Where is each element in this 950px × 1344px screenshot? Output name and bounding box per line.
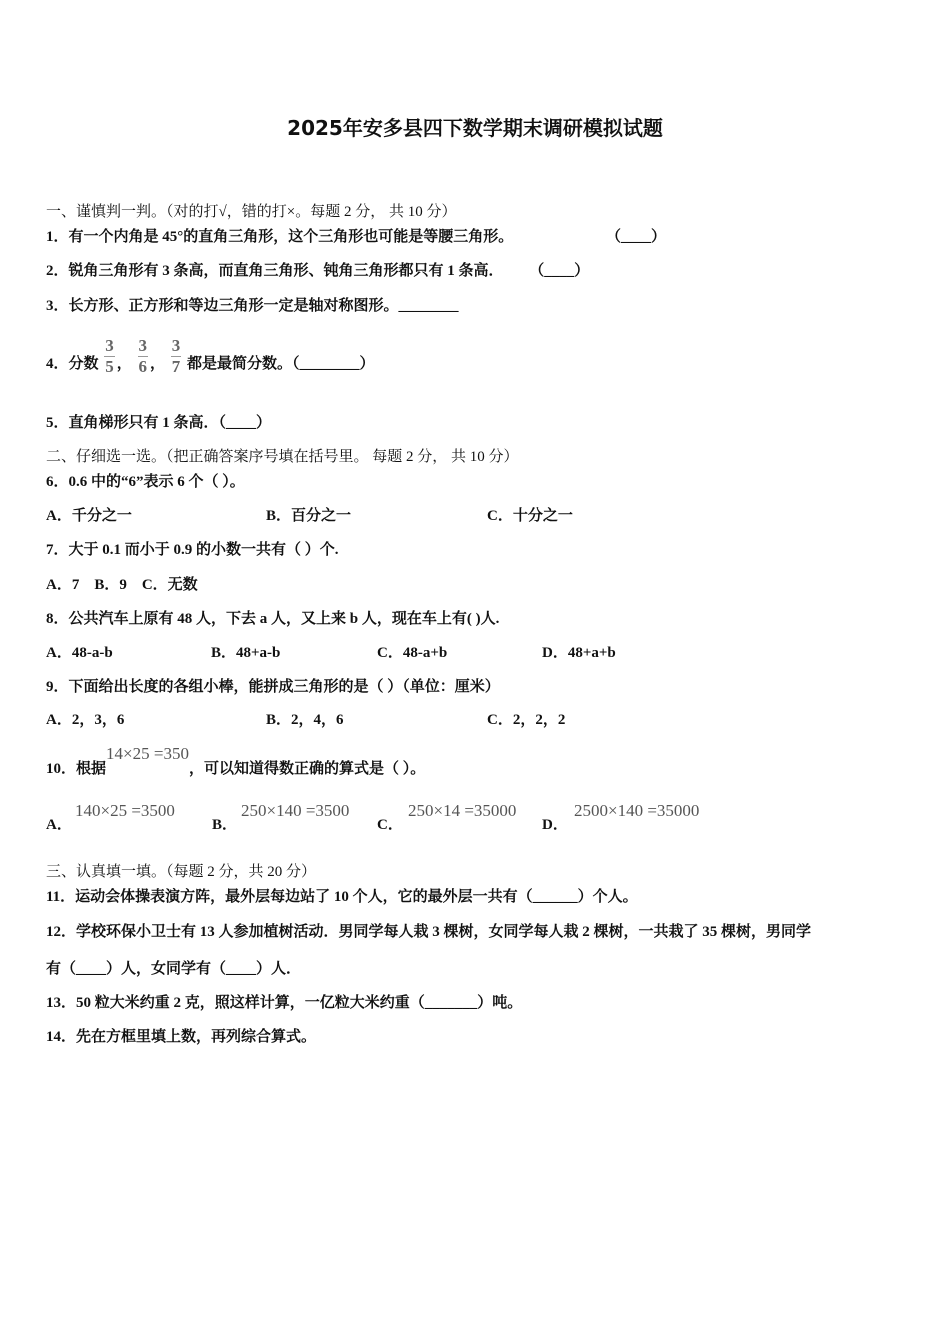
- option-c-label[interactable]: C．: [377, 817, 403, 833]
- question-6: 6．0.6 中的“6”表示 6 个（ ）。: [46, 474, 245, 490]
- section1-heading: 一、谨慎判一判。（对的打√，错的打×。每题 2 分， 共 10 分）: [46, 204, 457, 220]
- option-c-formula: 250×14 =35000: [408, 801, 517, 820]
- question-11: 11．运动会体操表演方阵，最外层每边站了 10 个人，它的最外层一共有（______）个人。: [46, 889, 638, 905]
- fraction-1: $\frac{3}{5}$: [105, 336, 114, 377]
- question-3: 3．长方形、正方形和等边三角形一定是轴对称图形。________: [46, 298, 459, 314]
- question-2-text: 2．锐角三角形有 3 条高，而直角三角形、钝角三角形都只有 1 条高．: [46, 263, 504, 279]
- question-8: 8．公共汽车上原有 48 人，下去 a 人，又上来 b 人，现在车上有( )人.: [46, 611, 500, 627]
- option-c[interactable]: C．2，2，2: [487, 712, 566, 728]
- page-title: 2025年安多县四下数学期末调研模拟试题: [287, 116, 663, 140]
- fraction-2: $\frac{3}{6}$: [138, 336, 148, 377]
- question-10: [46, 745, 425, 781]
- question-10-prefix: 10．根据: [46, 761, 107, 777]
- question-12-line1: 12．学校环保小卫士有 13 人参加植树活动．男同学每人栽 3 棵树，女同学每人栽 2 棵树，一共栽了 35 棵树，男同学: [46, 924, 812, 940]
- option-a[interactable]: A．48-a-b: [46, 645, 113, 661]
- option-a-formula: 140×25 =3500: [75, 801, 175, 820]
- question-1: [46, 228, 667, 246]
- option-a-label[interactable]: A．: [46, 817, 72, 833]
- question-12-line2: 有（____）人，女同学有（____）人．: [46, 961, 302, 977]
- question-4-prefix: 4．分数: [46, 356, 99, 372]
- option-c[interactable]: C．十分之一: [487, 508, 573, 524]
- question-7: 7．大于 0.1 而小于 0.9 的小数一共有（ ）个.: [46, 542, 339, 558]
- question-9: 9．下面给出长度的各组小棒，能拼成三角形的是（ ）（单位：厘米）: [46, 679, 500, 695]
- question-7-options[interactable]: A．7 B．9 C．无数: [46, 577, 198, 593]
- question-2-blank[interactable]: （____）: [529, 263, 590, 279]
- question-10-options: [46, 802, 906, 838]
- option-b[interactable]: B．48+a-b: [211, 645, 281, 661]
- question-13: 13．50 粒大米约重 2 克，照这样计算，一亿粒大米约重（_______）吨。: [46, 995, 523, 1011]
- option-d-formula: 2500×140 =35000: [574, 801, 700, 820]
- question-2: [46, 262, 589, 280]
- question-14: 14．先在方框里填上数，再列综合算式。: [46, 1029, 317, 1045]
- section3-heading: 三、认真填一填。（每题 2 分，共 20 分）: [46, 864, 317, 880]
- fraction-3: $\frac{3}{7}$: [171, 336, 181, 377]
- option-d[interactable]: D．48+a+b: [542, 645, 616, 661]
- question-1-text: 1．有一个内角是 45°的直角三角形，这个三角形也可能是等腰三角形。: [46, 229, 514, 245]
- question-10-suffix: ，可以知道得数正确的算式是（ ）。: [188, 761, 426, 777]
- option-c[interactable]: C．48-a+b: [377, 645, 448, 661]
- option-b[interactable]: B．百分之一: [266, 508, 352, 524]
- option-b[interactable]: B．2，4，6: [266, 712, 344, 728]
- option-a[interactable]: A．2，3，6: [46, 712, 125, 728]
- question-10-formula: 14×25 =350: [106, 744, 189, 763]
- question-5: 5．直角梯形只有 1 条高．（____）: [46, 415, 272, 431]
- option-b-formula: 250×140 =3500: [241, 801, 350, 820]
- section2-heading: 二、仔细选一选。（把正确答案序号填在括号里。 每题 2 分， 共 10 分）: [46, 449, 519, 465]
- option-b-label[interactable]: B．: [212, 817, 238, 833]
- option-d-label[interactable]: D．: [542, 817, 568, 833]
- option-a[interactable]: A．千分之一: [46, 508, 132, 524]
- question-1-blank[interactable]: （____）: [606, 229, 667, 245]
- question-4: 4．分数 $\frac{3}{5}$ ， $\frac{3}{6}$ ， $\frac{3}{7}$ 都是最简分数。（________）: [46, 336, 375, 377]
- question-4-suffix: 都是最简分数。（________）: [187, 356, 375, 372]
